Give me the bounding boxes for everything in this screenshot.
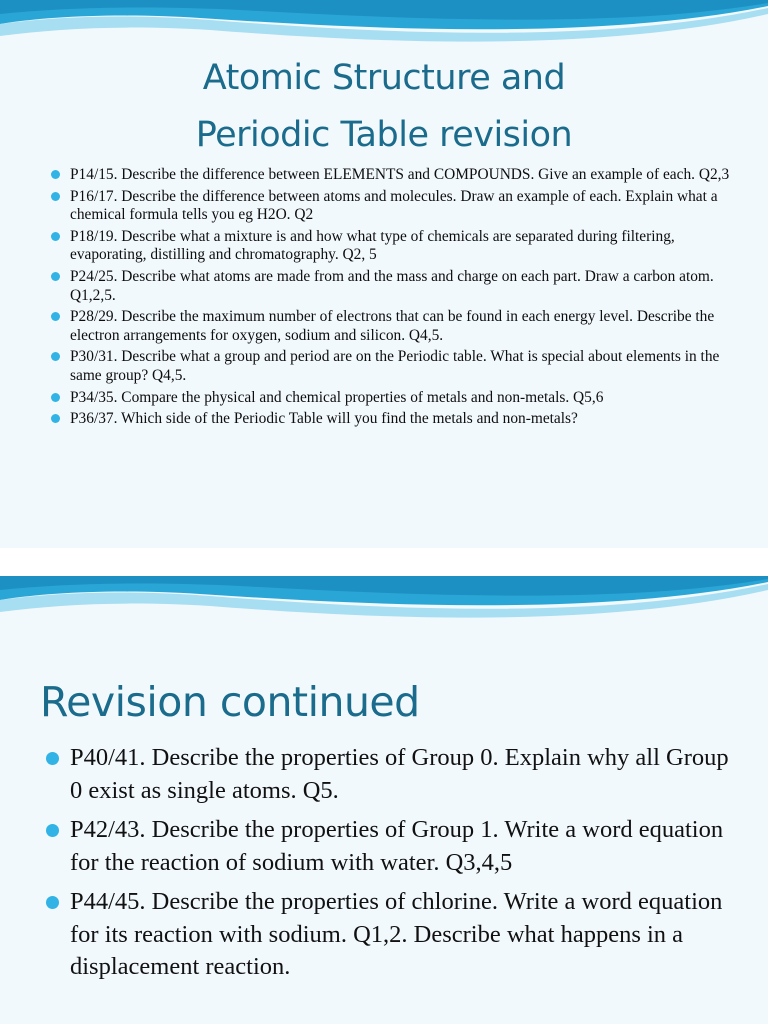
title-line-1: Atomic Structure and: [202, 58, 566, 98]
list-item: [46, 886, 746, 984]
list-item: [50, 268, 730, 305]
list-item: [50, 188, 730, 225]
revision-list: [50, 166, 730, 432]
list-item-text: P34/35. Compare the physical and chemical properties of metals and non-metals. Q5,6: [70, 388, 604, 406]
bullet-dot-icon: [51, 312, 60, 321]
list-item-text: P42/43. Describe the properties of Group 1. Write a word equation for the reaction of sodium with water. Q3,4,5: [70, 816, 724, 876]
bullet-dot-icon: [51, 170, 60, 179]
list-item: [46, 742, 746, 807]
list-item-text: P30/31. Describe what a group and period are on the Periodic table. What is special about elements in the same group? Q4,5.: [70, 348, 720, 384]
slide-title: [0, 50, 768, 164]
bullet-dot-icon: [46, 896, 59, 909]
list-item: [50, 389, 730, 408]
list-item-text: P14/15. Describe the difference between ELEMENTS and COMPOUNDS. Give an example of each. Q2,3: [70, 166, 730, 183]
bullet-dot-icon: [51, 272, 60, 281]
list-item: [50, 410, 730, 429]
bullet-dot-icon: [51, 192, 60, 201]
bullet-dot-icon: [51, 414, 60, 423]
list-item: [50, 228, 730, 265]
list-item: [50, 166, 730, 185]
revision-list: [46, 742, 746, 991]
list-item-text: P36/37. Which side of the Periodic Table will you find the metals and non-metals?: [70, 410, 578, 428]
wave-banner-decoration: [0, 576, 768, 636]
list-item-text: P18/19. Describe what a mixture is and how what type of chemicals are separated during filtering, evaporating, distilling and chromatography. Q2, 5: [70, 227, 675, 264]
bullet-dot-icon: [51, 232, 60, 241]
slide-2: [0, 576, 768, 1024]
bullet-dot-icon: [46, 824, 59, 837]
list-item-text: P24/25. Describe what atoms are made from and the mass and charge on each part. Draw a carbon atom. Q1,2,5.: [70, 267, 714, 304]
slide-title: Revision continued: [40, 678, 420, 726]
bullet-dot-icon: [46, 752, 59, 765]
title-line-2: Periodic Table revision: [195, 115, 573, 155]
list-item-text: P44/45. Describe the properties of chlorine. Write a word equation for its reaction with sodium. Q1,2. Describe what happens in a displacement reaction.: [70, 888, 723, 980]
list-item-text: P40/41. Describe the properties of Group 0. Explain why all Group 0 exist as single atoms. Q5.: [70, 744, 729, 804]
list-item: [46, 814, 746, 879]
list-item: [50, 308, 730, 345]
list-item: [50, 348, 730, 385]
bullet-dot-icon: [51, 352, 60, 361]
list-item-text: P28/29. Describe the maximum number of electrons that can be found in each energy level. Describe the electron arrangements for oxygen, sodium and silicon. Q4,5.: [70, 308, 715, 344]
bullet-dot-icon: [51, 393, 60, 402]
list-item-text: P16/17. Describe the difference between atoms and molecules. Draw an example of each. Explain what a chemical formula tells you eg H2O. Q2: [70, 187, 718, 224]
